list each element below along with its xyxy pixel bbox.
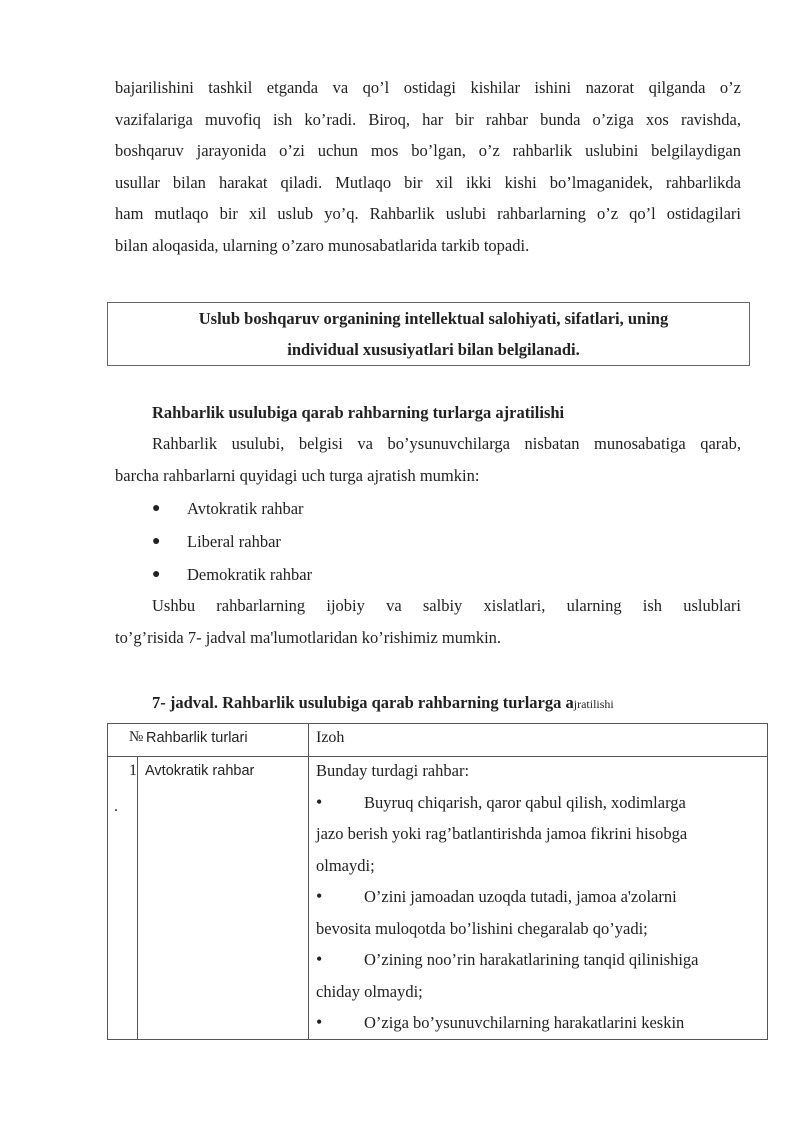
reference-line-2: to’g’risida 7- jadval ma'lumotlaridan ko’rishimiz mumkin. — [115, 627, 502, 647]
highlight-box — [107, 302, 750, 366]
list-item — [152, 492, 312, 525]
highlight-line-2: individual xususiyatlari bilan belgilanadi. — [287, 340, 580, 359]
table-title-main: 7- jadval. Rahbarlik usulubiga qarab rahbarning turlarga a — [152, 693, 574, 712]
description-line: • O’ziga bo’ysunuvchilarning harakatlarini keskin — [316, 1007, 756, 1039]
table-title-tail: jratilishi — [573, 697, 614, 711]
table-border-left — [107, 723, 108, 1040]
list-item — [152, 558, 312, 591]
description-line: • O’zini jamoadan uzoqda tutadi, jamoa a'zolarni — [316, 881, 756, 913]
intro-line: ham mutlaqo bir xil uslub yo’q. Rahbarlik uslubi rahbarlarning o’z qo’l ostidagilari — [115, 204, 741, 223]
description-line: olmaydi; — [316, 855, 375, 875]
intro-line: bajarilishini tashkil etganda va qo’l ostidagi kishilar ishini nazorat qilganda o’z — [115, 78, 741, 97]
intro-line: usullar bilan harakat qiladi. Mutlaqo bir xil ikki kishi bo’lmaganidek, rahbarlikda — [115, 172, 741, 192]
list-item-label: Demokratik rahbar — [187, 565, 313, 584]
table-border-right — [767, 723, 768, 1040]
reference-paragraph — [115, 590, 741, 653]
row-num-dot: . — [114, 798, 118, 815]
leader-types-table — [107, 723, 768, 1040]
description-line: bevosita muloqotda bo’lishini chegaralab qo’yadi; — [316, 918, 648, 938]
highlight-text — [148, 303, 719, 365]
intro-line: boshqaruv jarayonida o’zi uchun mos bo’lgan, o’z rahbarlik uslubini belgilaydigan — [115, 141, 741, 160]
bullet-icon: ● — [152, 567, 161, 582]
description-intro: Bunday turdagi rahbar: — [316, 761, 470, 780]
table-title — [152, 688, 614, 719]
highlight-line-1: Uslub boshqaruv organining intellektual salohiyati, sifatlari, uning — [198, 309, 669, 328]
row-description — [316, 755, 756, 1039]
row-type: Avtokratik rahbar — [145, 763, 255, 779]
intro-line: bilan aloqasida, ularning o’zaro munosabatlarida tarkib topadi. — [115, 235, 530, 255]
header-note: Izoh — [316, 729, 345, 746]
table-border-bottom — [107, 1039, 768, 1040]
intro-line: vazifalariga muvofiq ish ko’radi. Biroq, har bir rahbar bunda o’ziga xos ravishda, — [115, 109, 741, 129]
header-type: Rahbarlik turlari — [146, 730, 248, 746]
classification-paragraph — [115, 428, 741, 491]
description-line: jazo berish yoki rag’batlantirishda jamoa fikrini hisobga — [316, 824, 688, 843]
classification-line-1: Rahbarlik usulubi, belgisi va bo’ysunuvchilarga nisbatan munosabatiga qarab, — [152, 434, 741, 453]
leader-types-list — [152, 492, 312, 591]
section-heading: Rahbarlik usulubiga qarab rahbarning turlarga ajratilishi — [152, 403, 565, 422]
list-item-label: Avtokratik rahbar — [187, 499, 304, 518]
description-line: • Buyruq chiqarish, qaror qabul qilish, xodimlarga — [316, 787, 756, 819]
description-line: chiday olmaydi; — [316, 981, 423, 1001]
reference-line-1: Ushbu rahbarlarning ijobiy va salbiy xislatlari, ularning ish uslublari — [152, 596, 741, 615]
classification-line-2: barcha rahbarlarni quyidagi uch turga ajratish mumkin: — [115, 465, 480, 485]
table-border-top — [107, 723, 768, 724]
list-item — [152, 525, 312, 558]
bullet-icon: ● — [152, 501, 161, 516]
bullet-icon: ● — [152, 534, 161, 549]
header-num: № — [129, 729, 144, 745]
list-item-label: Liberal rahbar — [187, 532, 281, 551]
description-line: • O’zining noo’rin harakatlarining tanqid qilinishiga — [316, 944, 756, 976]
intro-paragraph — [115, 72, 741, 293]
table-col-divider — [137, 756, 138, 1040]
table-col-divider — [308, 723, 309, 1040]
row-num: 1 — [129, 762, 137, 779]
